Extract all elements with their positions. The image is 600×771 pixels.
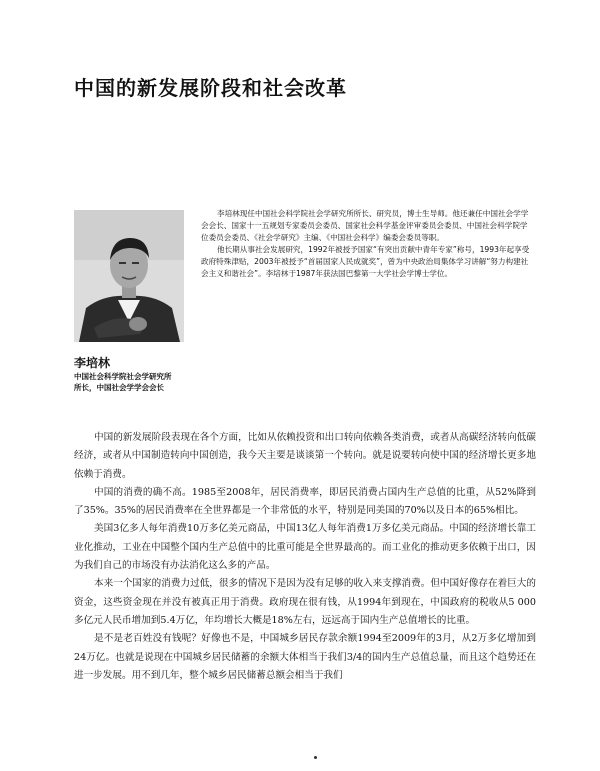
page-mark xyxy=(314,756,317,759)
body-paragraph: 美国3亿多人每年消费10万多亿美元商品，中国13亿人每年消费1万多亿美元商品。中国的经济增长靠工业化推动，工业在中国整个国内生产总值中的比重可能是全世界最高的。而工业化的推动更多依赖于出口，因为我们自己的市场没有办法消化这么多的产品。 xyxy=(74,523,536,572)
body-paragraph: 本来一个国家的消费力过低，很多的情况下是因为没有足够的收入来支撑消费。但中国好像存在着巨大的资金，这些资金现在并没有被真正用于消费。政府现在很有钱，从1994年到现在，中国政府的税收从5 000多亿元人民币增加到5.4万亿，年均增长大概是18%左右，远远高于国内生产总值增长的比重。 xyxy=(74,578,536,626)
bio-paragraph: 李培林现任中国社会科学院社会学研究所所长、研究员，博士生导师。他还兼任中国社会学学会会长、国家十一五规划专家委员会委员、国家社会科学基金评审委员会委员、中国社会科学院学位委员会委员、《社会学研究》主编、《中国社会科学》编委会委员等职。 xyxy=(201,209,529,242)
article-body xyxy=(74,429,536,685)
affiliation-line-2: 所长，中国社会学学会会长 xyxy=(74,383,164,392)
body-paragraph: 是不是老百姓没有钱呢？好像也不是，中国城乡居民存款余额1994至2009年的3月，从2万多亿增加到24万亿。也就是说现在中国城乡居民储蓄的余额大体相当于我们3/4的国内生产总值总量，而且这个趋势还在进一步发展。用不到几年，整个城乡居民储蓄总额会相当于我们 xyxy=(74,633,536,681)
author-affiliation xyxy=(74,371,172,393)
body-paragraph: 中国的消费的确不高。1985至2008年，居民消费率，即居民消费占国内生产总值的比重，从52%降到了35%。35%的居民消费率在全世界都是一个非常低的水平，特别是同美国的70%以及日本的65%相比。 xyxy=(74,486,536,517)
author-bio xyxy=(201,208,531,280)
affiliation-line-1: 中国社会科学院社会学研究所 xyxy=(74,372,172,381)
body-paragraph: 中国的新发展阶段表现在各个方面，比如从依赖投资和出口转向依赖各类消费，或者从高碳经济转向低碳经济，或者从中国制造转向中国创造，我今天主要是谈谈第一个转向。就是说要转向使中国的经济增长更多地依赖于消费。 xyxy=(74,432,536,480)
author-name: 李培林 xyxy=(74,356,111,370)
author-portrait xyxy=(74,210,184,342)
article-title: 中国的新发展阶段和社会改革 xyxy=(74,76,347,100)
bio-paragraph: 他长期从事社会发展研究，1992年被授予国家“有突出贡献中青年专家”称号，1993年起享受政府特殊津贴，2003年被授予“首届国家人民成就奖”，曾为中央政治局集体学习讲解“努力构建社会主义和谐社会”。李培林于1987年获法国巴黎第一大学社会学博士学位。 xyxy=(201,245,530,278)
